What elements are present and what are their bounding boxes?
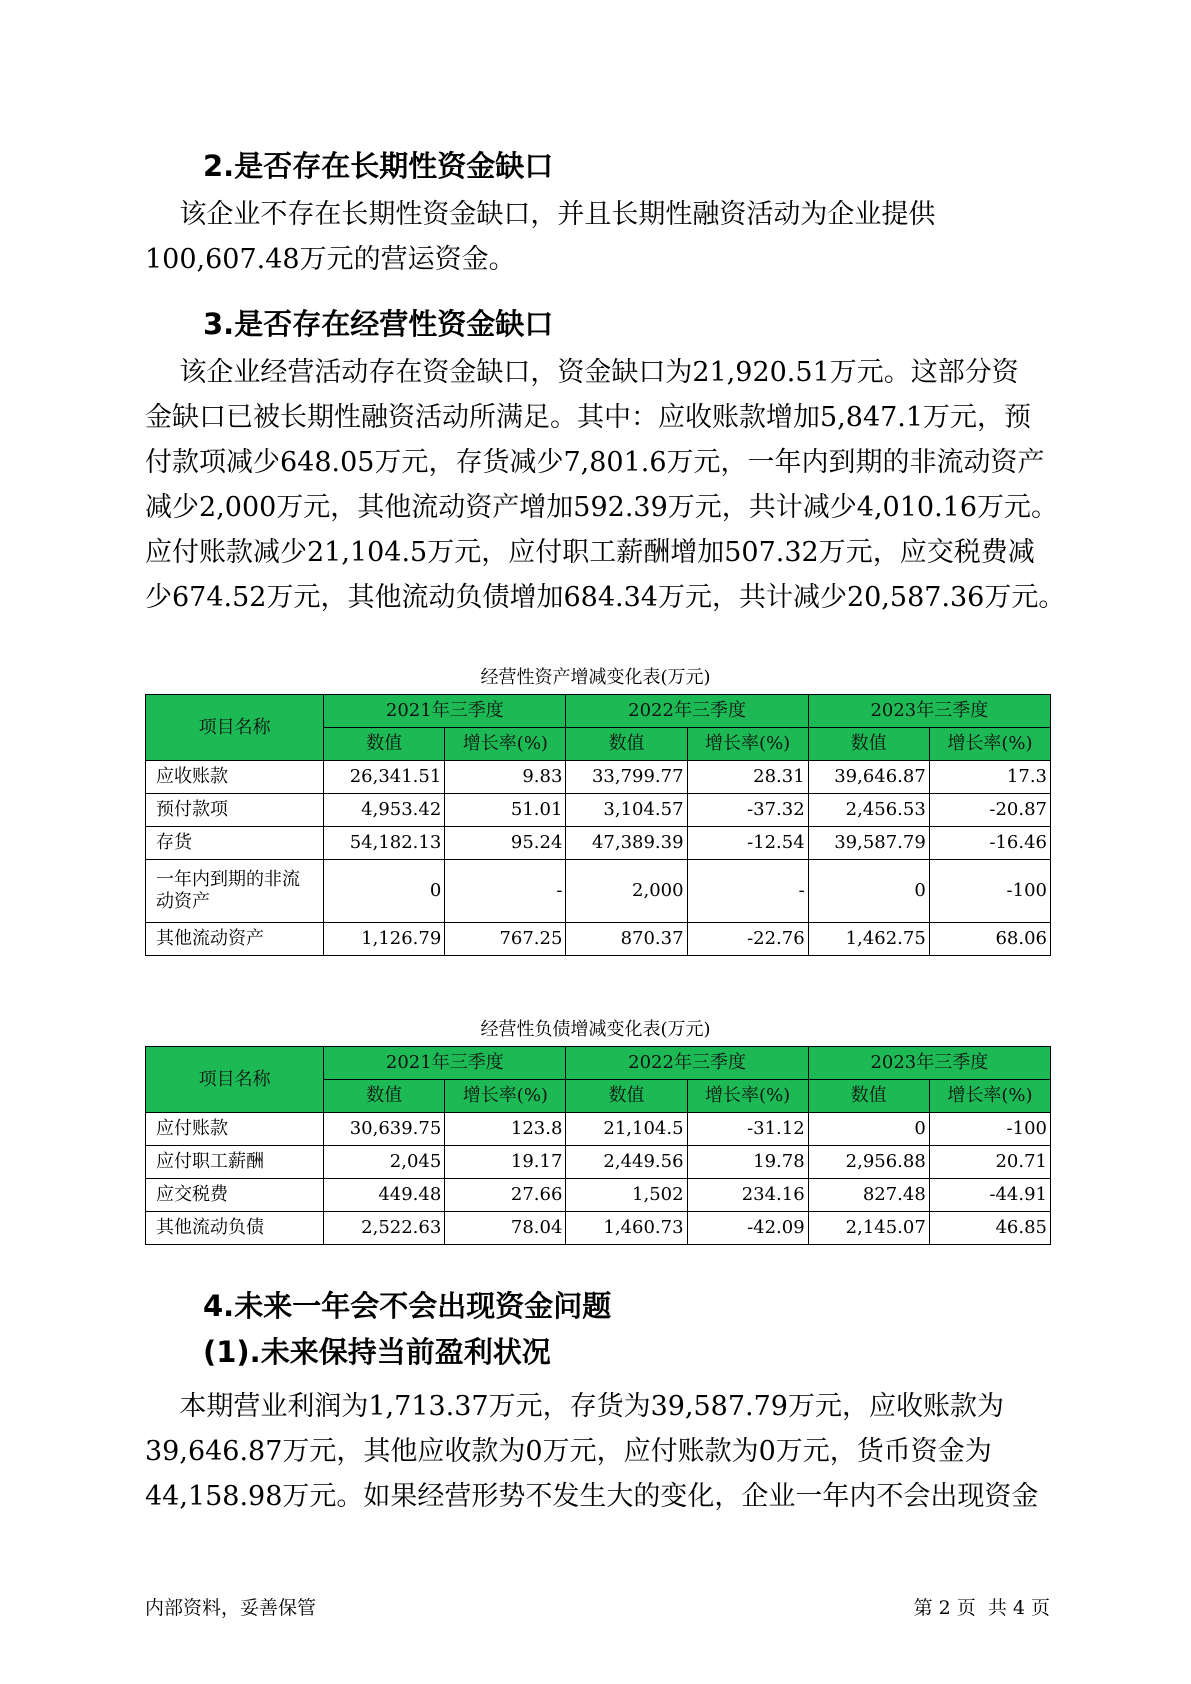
paragraph-line: 应付账款减少21,104.5万元，应付职工薪酬增加507.32万元，应交税费减 [145, 537, 1035, 568]
section-4-paragraph [145, 1384, 1050, 1519]
table-cell: 2,956.88 [808, 1146, 929, 1179]
header-value: 数值 [324, 1080, 445, 1113]
table-cell: -20.87 [929, 794, 1050, 827]
header-period: 2022年三季度 [566, 1047, 808, 1080]
row-label-line: 动资产 [156, 891, 210, 912]
section-subheading-4-1: (1).未来保持当前盈利状况 [203, 1335, 551, 1369]
row-label: 其他流动资产 [146, 923, 324, 956]
table-cell: 1,462.75 [808, 923, 929, 956]
table-cell: 54,182.13 [324, 827, 445, 860]
table-cell: -31.12 [687, 1113, 808, 1146]
table-cell: 2,449.56 [566, 1146, 687, 1179]
paragraph-line: 该企业经营活动存在资金缺口，资金缺口为21,920.51万元。这部分资 [145, 357, 1019, 388]
table-caption-liabilities: 经营性负债增减变化表(万元) [480, 1019, 711, 1040]
header-period: 2023年三季度 [808, 695, 1050, 728]
header-value: 数值 [566, 728, 687, 761]
assets-change-table [145, 694, 1051, 956]
table-row [146, 794, 1051, 827]
section-2-paragraph [145, 192, 1050, 282]
header-period: 2021年三季度 [324, 1047, 566, 1080]
table-cell: 234.16 [687, 1179, 808, 1212]
table-row [146, 923, 1051, 956]
table-cell: -22.76 [687, 923, 808, 956]
row-label: 应付职工薪酬 [146, 1146, 324, 1179]
row-label: 存货 [146, 827, 324, 860]
table-cell: 20.71 [929, 1146, 1050, 1179]
row-label: 其他流动负债 [146, 1212, 324, 1245]
header-value: 数值 [808, 728, 929, 761]
row-label [146, 860, 324, 923]
liabilities-change-table [145, 1046, 1051, 1245]
header-growth-rate: 增长率(%) [445, 728, 566, 761]
table-cell: 19.17 [445, 1146, 566, 1179]
section-heading-3: 3.是否存在经营性资金缺口 [203, 307, 554, 341]
table-cell: -16.46 [929, 827, 1050, 860]
table-cell: - [687, 860, 808, 923]
header-value: 数值 [566, 1080, 687, 1113]
row-label-line: 一年内到期的非流 [156, 869, 300, 890]
header-growth-rate: 增长率(%) [929, 1080, 1050, 1113]
table-cell: 0 [808, 1113, 929, 1146]
table-cell: - [445, 860, 566, 923]
paragraph-line: 付款项减少648.05万元，存货减少7,801.6万元，一年内到期的非流动资产 [145, 447, 1045, 478]
table-row [146, 827, 1051, 860]
paragraph-line: 金缺口已被长期性融资活动所满足。其中：应收账款增加5,847.1万元，预 [145, 402, 1032, 433]
table-cell: 9.83 [445, 761, 566, 794]
table-cell: 19.78 [687, 1146, 808, 1179]
table-cell: 39,587.79 [808, 827, 929, 860]
table-row [146, 1179, 1051, 1212]
paragraph-line: 100,607.48万元的营运资金。 [145, 244, 516, 275]
table-cell: 3,104.57 [566, 794, 687, 827]
table-cell: 2,522.63 [324, 1212, 445, 1245]
footer-page-number: 第 2 页 共 4 页 [913, 1597, 1050, 1619]
table-row [146, 1146, 1051, 1179]
table-row [146, 860, 1051, 923]
table-row [146, 761, 1051, 794]
table-row [146, 1212, 1051, 1245]
header-growth-rate: 增长率(%) [929, 728, 1050, 761]
header-period: 2023年三季度 [808, 1047, 1050, 1080]
table-cell: 28.31 [687, 761, 808, 794]
table-cell: 123.8 [445, 1113, 566, 1146]
table-caption-assets: 经营性资产增减变化表(万元) [480, 667, 711, 688]
table-cell: -12.54 [687, 827, 808, 860]
table-cell: 39,646.87 [808, 761, 929, 794]
table-cell: 0 [808, 860, 929, 923]
row-label: 应收账款 [146, 761, 324, 794]
table-row [146, 1113, 1051, 1146]
header-value: 数值 [324, 728, 445, 761]
table-cell: 0 [324, 860, 445, 923]
paragraph-line: 减少2,000万元，其他流动资产增加592.39万元，共计减少4,010.16万元。 [145, 492, 1059, 523]
footer-confidential-note: 内部资料，妥善保管 [145, 1597, 317, 1619]
table-cell: 51.01 [445, 794, 566, 827]
paragraph-line: 39,646.87万元，其他应收款为0万元，应付账款为0万元，货币资金为 [145, 1436, 992, 1467]
paragraph-line: 本期营业利润为1,713.37万元，存货为39,587.79万元，应收账款为 [145, 1391, 1004, 1422]
section-3-paragraph [145, 350, 1066, 620]
paragraph-line: 少674.52万元，其他流动负债增加684.34万元，共计减少20,587.36万元。 [145, 582, 1066, 613]
table-cell: 46.85 [929, 1212, 1050, 1245]
table-cell: 827.48 [808, 1179, 929, 1212]
header-growth-rate: 增长率(%) [687, 728, 808, 761]
table-cell: -37.32 [687, 794, 808, 827]
table-cell: 47,389.39 [566, 827, 687, 860]
row-label: 预付款项 [146, 794, 324, 827]
table-cell: 2,145.07 [808, 1212, 929, 1245]
section-heading-4: 4.未来一年会不会出现资金问题 [203, 1289, 612, 1323]
header-value: 数值 [808, 1080, 929, 1113]
table-cell: 2,045 [324, 1146, 445, 1179]
paragraph-line: 该企业不存在长期性资金缺口，并且长期性融资活动为企业提供 [145, 199, 936, 230]
table-cell: 2,000 [566, 860, 687, 923]
table-cell: 26,341.51 [324, 761, 445, 794]
table-cell: 870.37 [566, 923, 687, 956]
table-cell: 95.24 [445, 827, 566, 860]
table-cell: 33,799.77 [566, 761, 687, 794]
paragraph-line: 44,158.98万元。如果经营形势不发生大的变化，企业一年内不会出现资金 [145, 1481, 1039, 1512]
header-period: 2022年三季度 [566, 695, 808, 728]
header-item-name: 项目名称 [146, 695, 324, 761]
header-item-name: 项目名称 [146, 1047, 324, 1113]
row-label: 应付账款 [146, 1113, 324, 1146]
table-cell: -100 [929, 1113, 1050, 1146]
table-cell: 2,456.53 [808, 794, 929, 827]
table-cell: 21,104.5 [566, 1113, 687, 1146]
table-cell: 78.04 [445, 1212, 566, 1245]
header-growth-rate: 增长率(%) [445, 1080, 566, 1113]
table-cell: 1,126.79 [324, 923, 445, 956]
table-cell: 1,460.73 [566, 1212, 687, 1245]
header-growth-rate: 增长率(%) [687, 1080, 808, 1113]
table-cell: 449.48 [324, 1179, 445, 1212]
table-cell: 767.25 [445, 923, 566, 956]
header-period: 2021年三季度 [324, 695, 566, 728]
table-cell: -44.91 [929, 1179, 1050, 1212]
table-cell: -42.09 [687, 1212, 808, 1245]
table-cell: 30,639.75 [324, 1113, 445, 1146]
table-cell: 4,953.42 [324, 794, 445, 827]
table-cell: 1,502 [566, 1179, 687, 1212]
section-heading-2: 2.是否存在长期性资金缺口 [203, 149, 554, 183]
table-cell: 68.06 [929, 923, 1050, 956]
table-cell: 27.66 [445, 1179, 566, 1212]
table-cell: -100 [929, 860, 1050, 923]
row-label: 应交税费 [146, 1179, 324, 1212]
table-cell: 17.3 [929, 761, 1050, 794]
